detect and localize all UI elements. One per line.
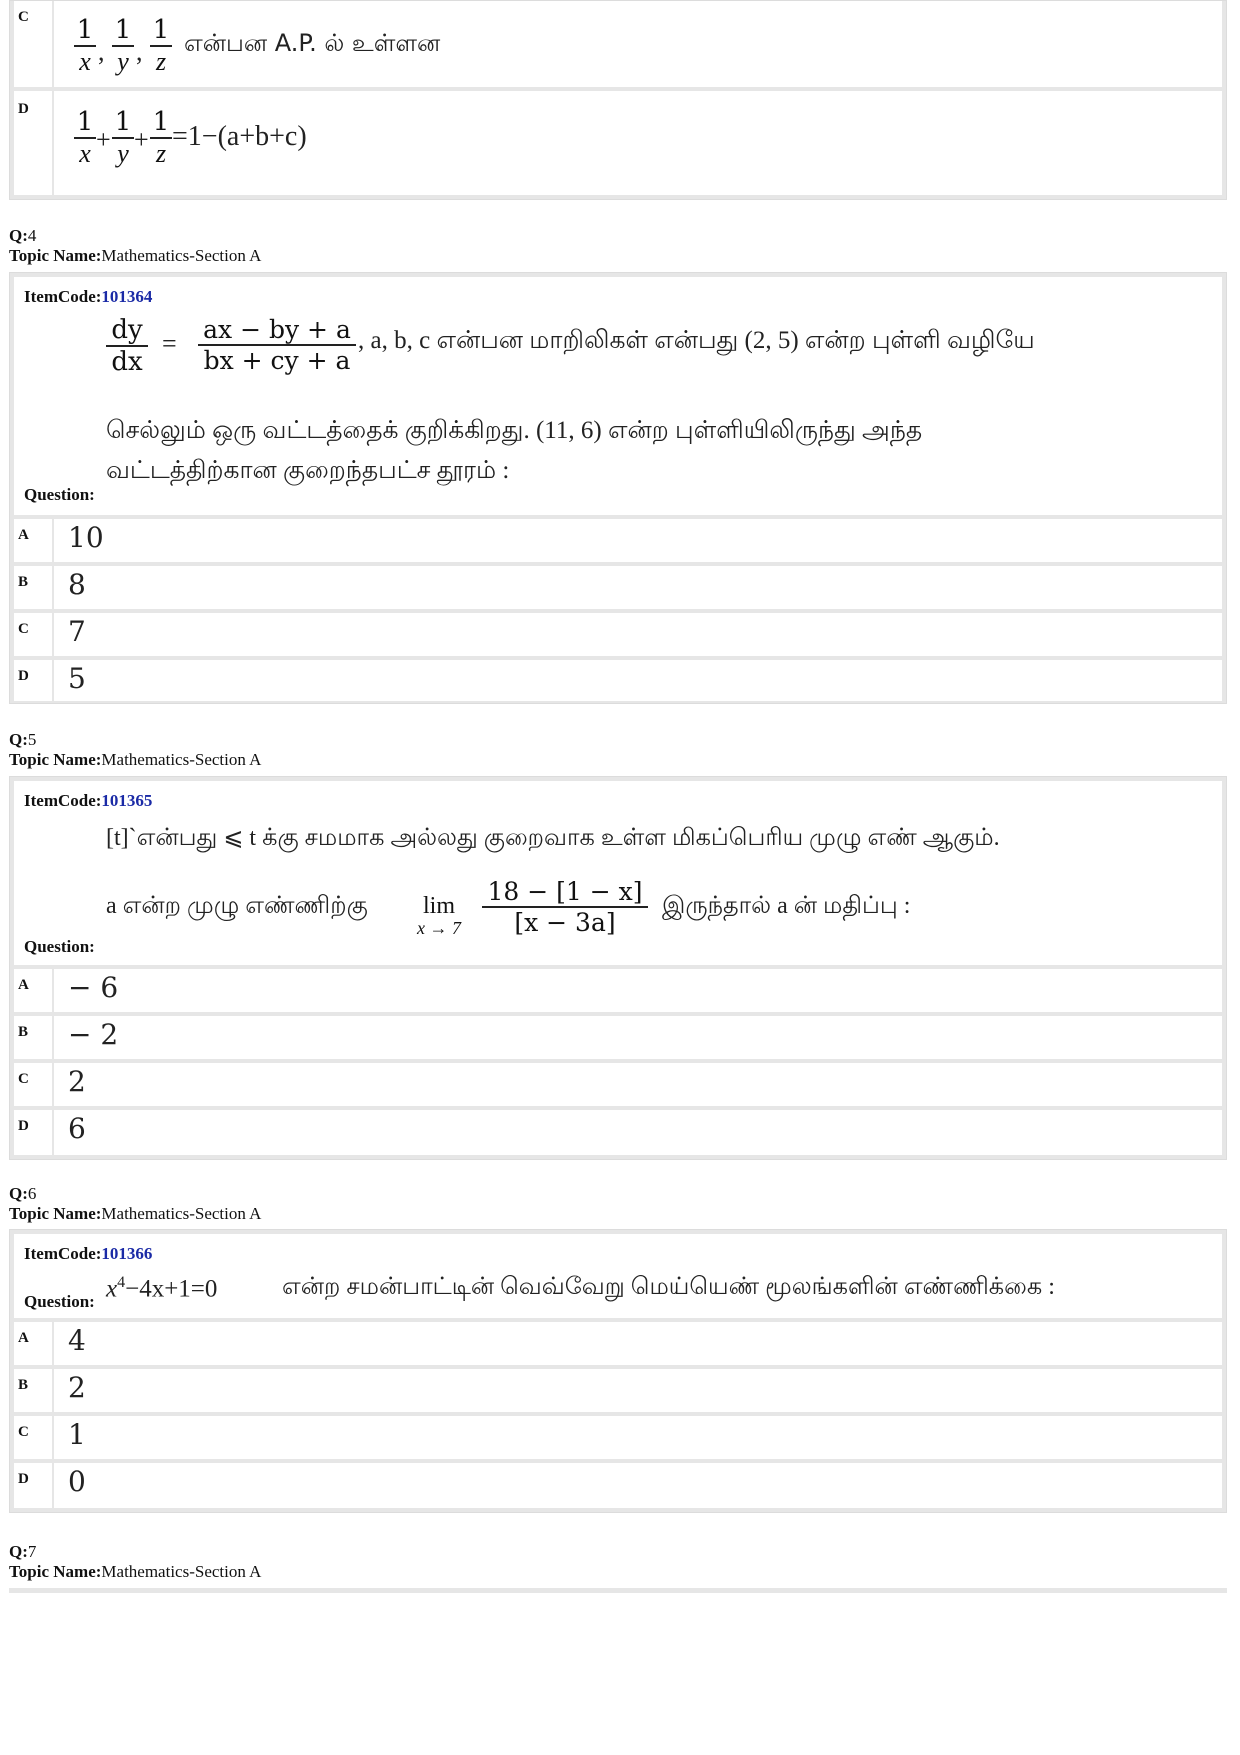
q5-option-a[interactable] — [14, 969, 1222, 1012]
option-letter: D — [18, 668, 29, 684]
q5-line2-head: a என்ற முழு எண்ணிற்கு — [106, 893, 368, 919]
q4-line1: , a, b, c என்பன மாறிலிகள் என்பது (2, 5) என்ற புள்ளி வழியே — [358, 327, 1035, 354]
question-label: Question: — [24, 937, 95, 956]
q6-question-text: என்ற சமன்பாட்டின் வெவ்வேறு மெய்யெண் மூலங்களின் எண்ணிக்கை : — [282, 1274, 1055, 1300]
option-cell — [52, 1322, 1222, 1365]
q7-header — [9, 1542, 261, 1582]
option-letter: D — [18, 1471, 29, 1487]
q6-header — [9, 1184, 261, 1224]
q6-question-row — [14, 1234, 1222, 1318]
option-letter: C — [18, 1071, 29, 1087]
q4-header — [9, 226, 261, 266]
q5-question-row — [14, 781, 1222, 965]
q5-box — [9, 776, 1227, 1160]
item-code-value: 101365 — [101, 791, 153, 810]
q5-option-d[interactable] — [14, 1110, 1222, 1155]
q4-box — [9, 272, 1227, 704]
option-d-rhs: =1−(a+b+c) — [172, 121, 307, 152]
dy-dx-fraction: dy dx — [106, 315, 148, 377]
topic-name: Mathematics-Section A — [101, 1204, 262, 1223]
plus-sign: + — [96, 125, 111, 154]
q-number: 7 — [27, 1542, 37, 1561]
option-letter: C — [18, 9, 29, 25]
option-cell — [52, 660, 1222, 701]
q4-option-b[interactable] — [14, 566, 1222, 609]
q5-header — [9, 730, 261, 770]
option-letter: C — [18, 621, 29, 637]
option-cell — [52, 969, 1222, 1012]
option-cell — [52, 1016, 1222, 1059]
q4-option-a[interactable] — [14, 519, 1222, 562]
q4-option-c[interactable] — [14, 613, 1222, 656]
option-cell — [52, 91, 1222, 195]
q4-question-row — [14, 277, 1222, 515]
option-letter: A — [18, 1330, 29, 1346]
q4-line2: செல்லும் ஒரு வட்டத்தைக் குறிக்கிறது. (11, 6) என்ற புள்ளியிலிருந்து அந்த — [106, 417, 923, 444]
q4-option-d[interactable] — [14, 660, 1222, 701]
topic-label: Topic Name: — [9, 1204, 102, 1223]
question-label: Question: — [24, 1292, 95, 1311]
fraction-1-over-x: 1 x — [74, 107, 96, 169]
fraction-1-over-z: 1 z — [150, 15, 172, 77]
option-cell — [52, 1463, 1222, 1508]
option-value: − 6 — [68, 971, 119, 1004]
q5-option-c[interactable] — [14, 1063, 1222, 1106]
option-value: 0 — [68, 1465, 86, 1498]
option-letter: D — [18, 101, 29, 117]
q6-option-c[interactable] — [14, 1416, 1222, 1459]
q-number: 4 — [27, 226, 37, 245]
limit-fraction: 18 − [1 − x] [x − 3a] — [482, 877, 648, 937]
option-letter: D — [18, 1118, 29, 1134]
q-label: Q: — [9, 1542, 28, 1561]
option-cell — [52, 566, 1222, 609]
plus-sign: + — [134, 125, 149, 154]
option-cell — [52, 1063, 1222, 1106]
q6-option-a[interactable] — [14, 1322, 1222, 1365]
comma: , — [136, 37, 143, 66]
option-value: 7 — [68, 615, 86, 648]
q6-box — [9, 1229, 1227, 1513]
option-letter: A — [18, 977, 29, 993]
option-value: 10 — [68, 521, 104, 554]
q-label: Q: — [9, 1184, 28, 1203]
question-label: Question: — [24, 485, 95, 504]
q3-option-d-row[interactable] — [14, 91, 1222, 195]
option-cell — [52, 1369, 1222, 1412]
option-value: 4 — [68, 1324, 86, 1357]
q3-options-box — [9, 0, 1227, 200]
fraction-1-over-y: 1 y — [112, 15, 134, 77]
option-cell — [52, 613, 1222, 656]
q4-line3: வட்டத்திற்கான குறைந்தபட்ச தூரம் : — [106, 457, 510, 484]
option-value: 6 — [68, 1112, 86, 1145]
item-code-value: 101364 — [101, 287, 153, 306]
fraction-1-over-y: 1 y — [112, 107, 134, 169]
option-value: 8 — [68, 568, 86, 601]
q-label: Q: — [9, 730, 28, 749]
q-label: Q: — [9, 226, 28, 245]
q5-option-b[interactable] — [14, 1016, 1222, 1059]
topic-name: Mathematics-Section A — [101, 1562, 262, 1581]
option-c-text: என்பன A.P. ல் உள்ளன — [184, 29, 441, 57]
option-letter: B — [18, 1024, 29, 1040]
q-number: 5 — [27, 730, 37, 749]
topic-label: Topic Name: — [9, 750, 102, 769]
topic-label: Topic Name: — [9, 1562, 102, 1581]
comma: , — [98, 37, 105, 66]
option-letter: A — [18, 527, 29, 543]
item-code: ItemCode:101366 — [24, 1244, 153, 1263]
topic-label: Topic Name: — [9, 246, 102, 265]
q7-box-top — [9, 1588, 1227, 1593]
option-value: 2 — [68, 1065, 86, 1098]
fraction-1-over-x: 1 x — [74, 15, 96, 77]
option-cell — [52, 1416, 1222, 1459]
limit-expression: lim x → 7 — [417, 893, 461, 938]
option-value: − 2 — [68, 1018, 119, 1051]
item-code: ItemCode:101365 — [24, 791, 153, 810]
q-number: 6 — [27, 1184, 37, 1203]
equals-sign: = — [162, 329, 177, 358]
option-letter: C — [18, 1424, 29, 1440]
topic-name: Mathematics-Section A — [101, 750, 262, 769]
topic-name: Mathematics-Section A — [101, 246, 262, 265]
q5-line2-tail: இருந்தால் a ன் மதிப்பு : — [662, 893, 911, 919]
option-value: 2 — [68, 1371, 86, 1404]
option-letter: B — [18, 574, 29, 590]
option-cell — [52, 1110, 1222, 1155]
option-value: 1 — [68, 1418, 86, 1451]
option-value: 5 — [68, 662, 86, 695]
rhs-fraction: ax − by + a bx + cy + a — [198, 315, 356, 375]
q6-option-d[interactable] — [14, 1463, 1222, 1508]
equation: $x^4-4x+1=0$ — [106, 1274, 218, 1303]
option-letter: B — [18, 1377, 29, 1393]
q3-option-c-row[interactable] — [14, 1, 1222, 87]
option-cell — [52, 519, 1222, 562]
item-code: ItemCode:101364 — [24, 287, 153, 306]
item-code-value: 101366 — [101, 1244, 153, 1263]
option-cell — [52, 1, 1222, 87]
q5-line1: [t]`என்பது ⩽ t க்கு சமமாக அல்லது குறைவாக உள்ள மிகப்பெரிய முழு எண் ஆகும். — [106, 825, 1000, 851]
q6-option-b[interactable] — [14, 1369, 1222, 1412]
fraction-1-over-z: 1 z — [150, 107, 172, 169]
